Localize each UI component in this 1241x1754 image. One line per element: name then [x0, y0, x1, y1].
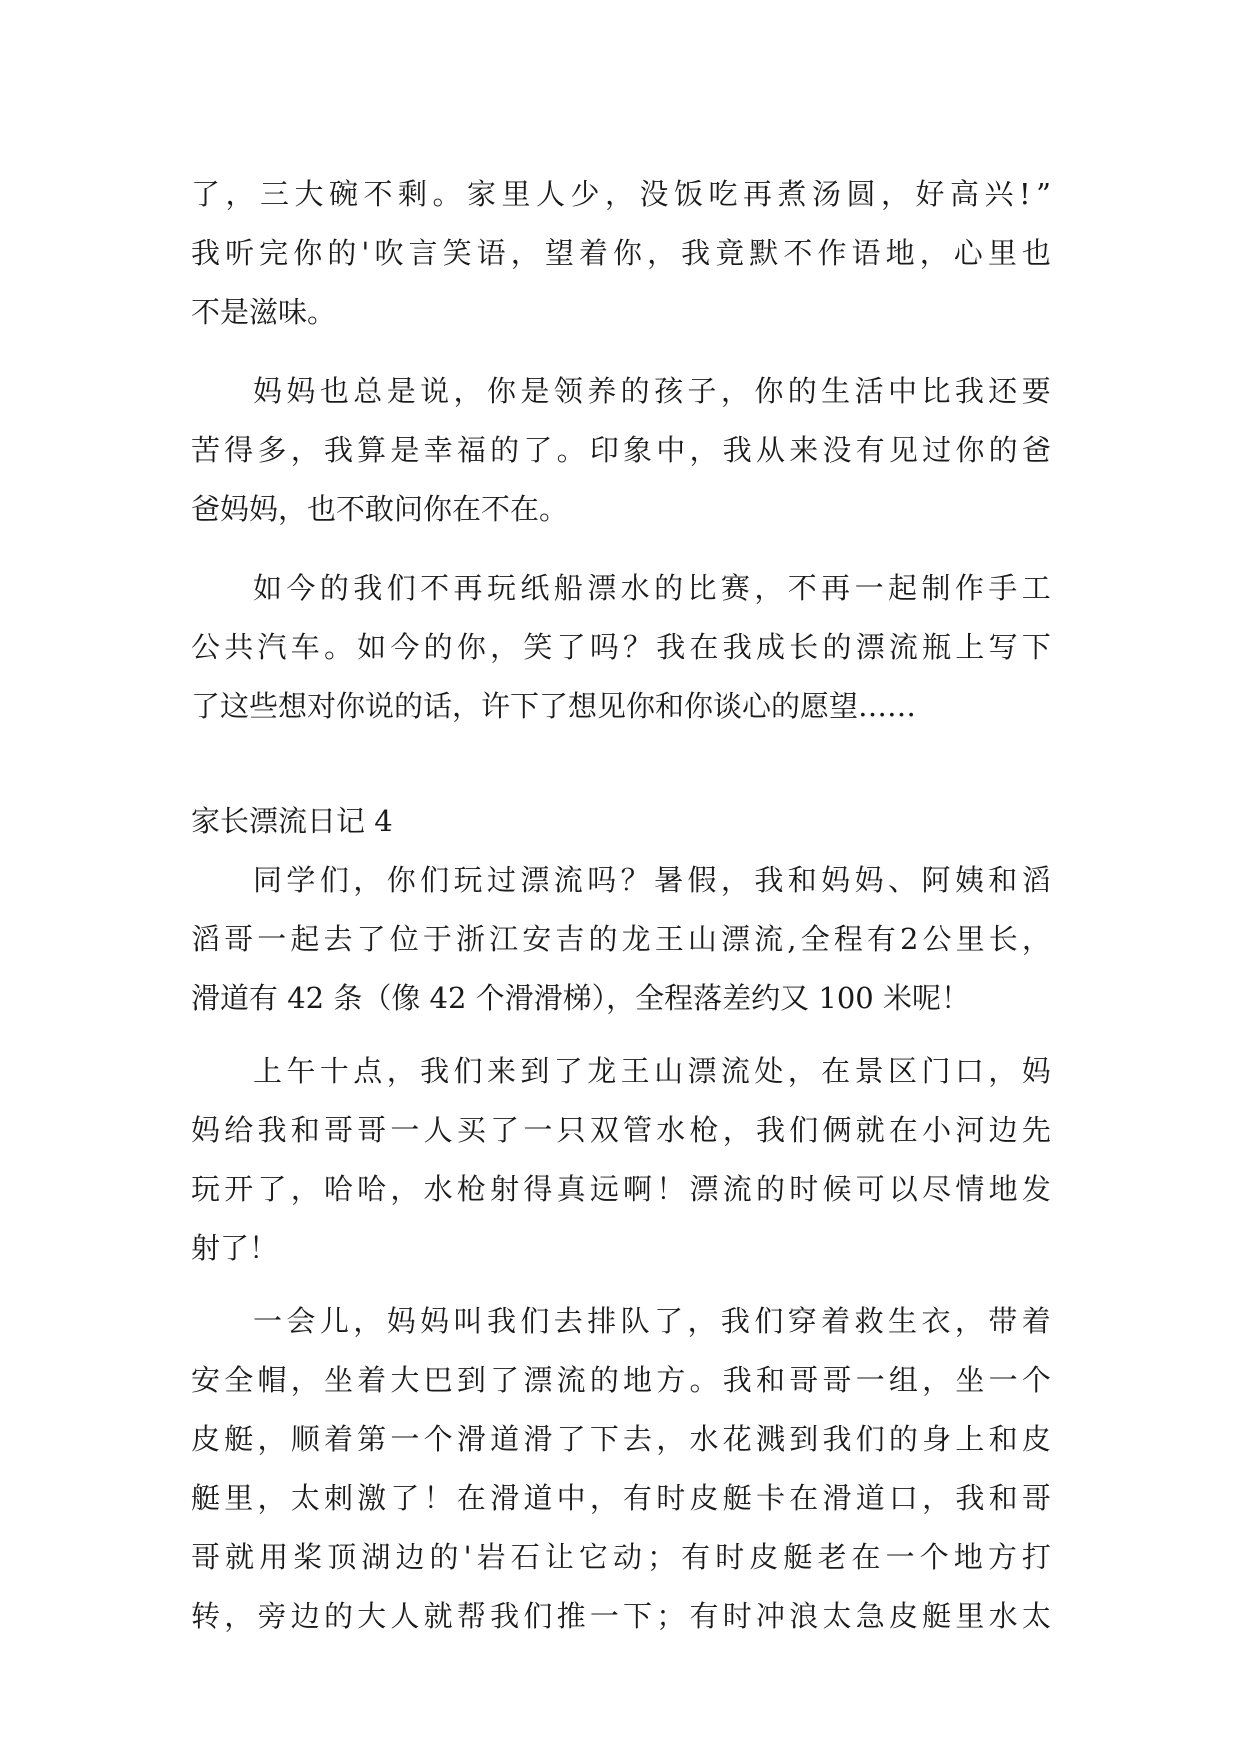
text-line: 公 共 汽 车 。 如 今 的 你 ， 笑 了 吗 ？ 我 在 我 成 长 的 漂 流 瓶 上 写 下	[191, 630, 1051, 664]
text-line: 滔 哥 一 起 去 了 位 于 浙 江 安 吉 的 龙 王 山 漂 流 , 全 程 有 2 公 里 长 ，	[191, 922, 1051, 956]
text-line: 我 听 完 你 的 ' 吹 言 笑 语 ， 望 着 你 ， 我 竟 默 不 作 语 地 ， 心 里 也	[191, 236, 1051, 270]
text-line: 滑道有 42 条（像 42 个滑滑梯），全程落差约又 100 米呢！	[191, 981, 970, 1015]
section-title: 家长漂流日记 4	[191, 804, 393, 838]
text-line: 射了！	[191, 1231, 279, 1265]
paragraph	[191, 1042, 1051, 1278]
paragraph	[191, 1292, 1051, 1646]
text-line: 如 今 的 我 们 不 再 玩 纸 船 漂 水 的 比 赛 ， 不 再 一 起 制 作 手 工	[253, 571, 1051, 605]
paragraph	[191, 851, 1051, 1028]
text-line: 上 午 十 点 ， 我 们 来 到 了 龙 王 山 漂 流 处 ， 在 景 区 门 口 ， 妈	[253, 1054, 1051, 1088]
text-line: 哥 就 用 桨 顶 湖 边 的 ' 岩 石 让 它 动 ； 有 时 皮 艇 老 在 一 个 地 方 打	[191, 1540, 1051, 1574]
text-line: 了这些想对你说的话，许下了想见你和你谈心的愿望……	[191, 689, 917, 723]
text-line: 玩 开 了 ， 哈 哈 ， 水 枪 射 得 真 远 啊 ！ 漂 流 的 时 候 可 以 尽 情 地 发	[191, 1172, 1051, 1206]
text-line: 爸妈妈，也不敢问你在不在。	[191, 492, 569, 526]
text-line: 妈 妈 也 总 是 说 ， 你 是 领 养 的 孩 子 ， 你 的 生 活 中 比 我 还 要	[253, 374, 1051, 408]
text-line: 艇 里 ， 太 刺 激 了 ！ 在 滑 道 中 ， 有 时 皮 艇 卡 在 滑 道 口 ， 我 和 哥	[191, 1481, 1051, 1515]
text-line: 了 ， 三 大 碗 不 剩 。 家 里 人 少 ， 没 饭 吃 再 煮 汤 圆 ， 好 高 兴 ! ”	[191, 177, 1051, 211]
text-line: 同 学 们 ， 你 们 玩 过 漂 流 吗 ？ 暑 假 ， 我 和 妈 妈 、 阿 姨 和 滔	[253, 863, 1051, 897]
document-page	[191, 165, 1051, 1646]
text-line: 一 会 儿 ， 妈 妈 叫 我 们 去 排 队 了 ， 我 们 穿 着 救 生 衣 ， 带 着	[253, 1304, 1051, 1338]
text-line: 安 全 帽 ， 坐 着 大 巴 到 了 漂 流 的 地 方 。 我 和 哥 哥 一 组 ， 坐 一 个	[191, 1363, 1051, 1397]
text-line: 妈 给 我 和 哥 哥 一 人 买 了 一 只 双 管 水 枪 ， 我 们 俩 就 在 小 河 边 先	[191, 1113, 1051, 1147]
text-line: 不是滋味。	[191, 295, 337, 329]
paragraph	[191, 165, 1051, 342]
text-line: 皮 艇 ， 顺 着 第 一 个 滑 道 滑 了 下 去 ， 水 花 溅 到 我 们 的 身 上 和 皮	[191, 1422, 1051, 1456]
paragraph	[191, 362, 1051, 539]
paragraph	[191, 559, 1051, 736]
text-line: 转 ， 旁 边 的 大 人 就 帮 我 们 推 一 下 ； 有 时 冲 浪 太 急 皮 艇 里 水 太	[191, 1599, 1051, 1633]
text-line: 苦 得 多 ， 我 算 是 幸 福 的 了 。 印 象 中 ， 我 从 来 没 有 见 过 你 的 爸	[191, 433, 1051, 467]
